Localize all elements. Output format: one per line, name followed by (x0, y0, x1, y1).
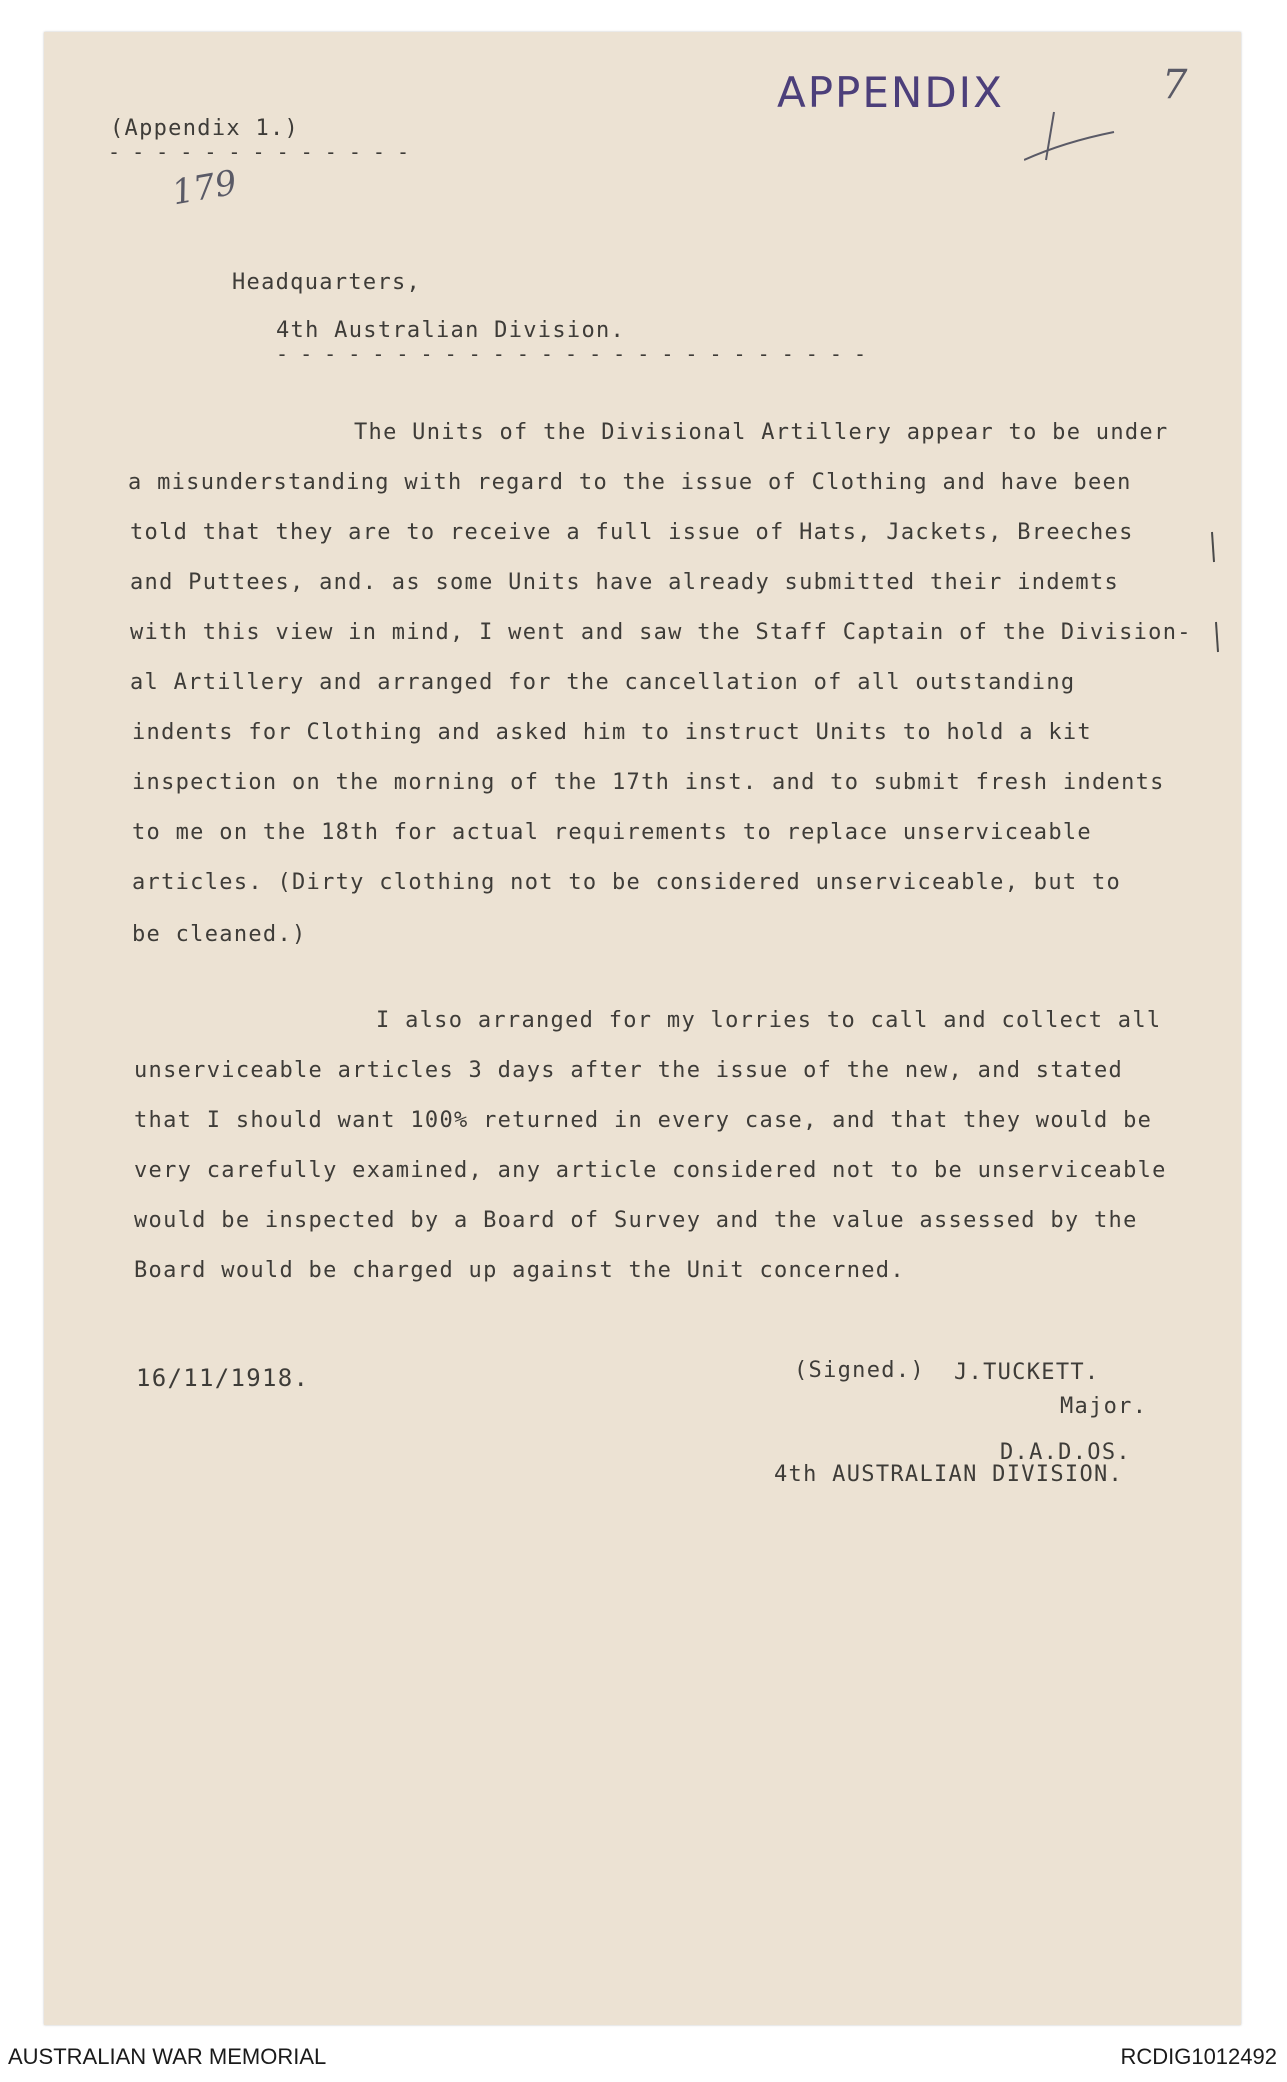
paragraph-1-line: al Artillery and arranged for the cancellation of all outstanding (130, 670, 1076, 695)
footer-record-id: RCDIG1012492 (1120, 2044, 1277, 2069)
signer-unit: 4th AUSTRALIAN DIVISION. (774, 1462, 1124, 1487)
paragraph-1-line: a misunderstanding with regard to the issue of Clothing and have been (128, 470, 1132, 495)
appendix-underline: - - - - - - - - - - - - - (108, 140, 410, 164)
paragraph-2-line: unserviceable articles 3 days after the issue of the new, and stated (134, 1058, 1124, 1083)
paragraph-1-line: The Units of the Divisional Artillery appear to be under (354, 420, 1169, 445)
address-underline: - - - - - - - - - - - - - - - - - - - - - - - - - (276, 342, 867, 366)
paragraph-1-line: articles. (Dirty clothing not to be considered unserviceable, but to (132, 870, 1122, 895)
paragraph-2-line: very carefully examined, any article considered not to be unserviceable (134, 1158, 1167, 1183)
paragraph-2-line: that I should want 100% returned in every case, and that they would be (134, 1108, 1153, 1133)
margin-mark-icon (1206, 502, 1226, 662)
signed-label: (Signed.) (794, 1358, 925, 1383)
stamp-number: 7 (1162, 62, 1188, 108)
paragraph-1-line: be cleaned.) (132, 922, 307, 947)
appendix-stamp: APPENDIX (777, 68, 1004, 117)
signer-title: D.A.D.OS. (1000, 1440, 1131, 1465)
paragraph-1-line: told that they are to receive a full issue of Hats, Jackets, Breeches (130, 520, 1134, 545)
paragraph-1-line: with this view in mind, I went and saw the Staff Captain of the Division- (130, 620, 1192, 645)
appendix-reference: (Appendix 1.) (110, 116, 300, 141)
footer-institution: AUSTRALIAN WAR MEMORIAL (8, 2044, 327, 2069)
paragraph-1-line: to me on the 18th for actual requirements to replace unserviceable (132, 820, 1092, 845)
paragraph-1-line: indents for Clothing and asked him to instruct Units to hold a kit (132, 720, 1092, 745)
signer-rank: Major. (1060, 1394, 1148, 1419)
paragraph-2-line: Board would be charged up against the Unit concerned. (134, 1258, 905, 1283)
address-line-1: Headquarters, (232, 270, 422, 295)
paragraph-2-line: I also arranged for my lorries to call and collect all (376, 1008, 1162, 1033)
folio-number: 179 (169, 162, 240, 214)
paragraph-1-line: inspection on the morning of the 17th inst. and to submit fresh indents (132, 770, 1165, 795)
document-page (44, 32, 1241, 2025)
paragraph-2-line: would be inspected by a Board of Survey and the value assessed by the (134, 1208, 1138, 1233)
address-line-2: 4th Australian Division. (276, 318, 626, 343)
paragraph-1-line: and Puttees, and. as some Units have already submitted their indemts (130, 570, 1120, 595)
document-date: 16/11/1918. (136, 1364, 310, 1392)
handwritten-mark-icon (1024, 72, 1174, 162)
signer-name: J.TUCKETT. (954, 1360, 1100, 1385)
